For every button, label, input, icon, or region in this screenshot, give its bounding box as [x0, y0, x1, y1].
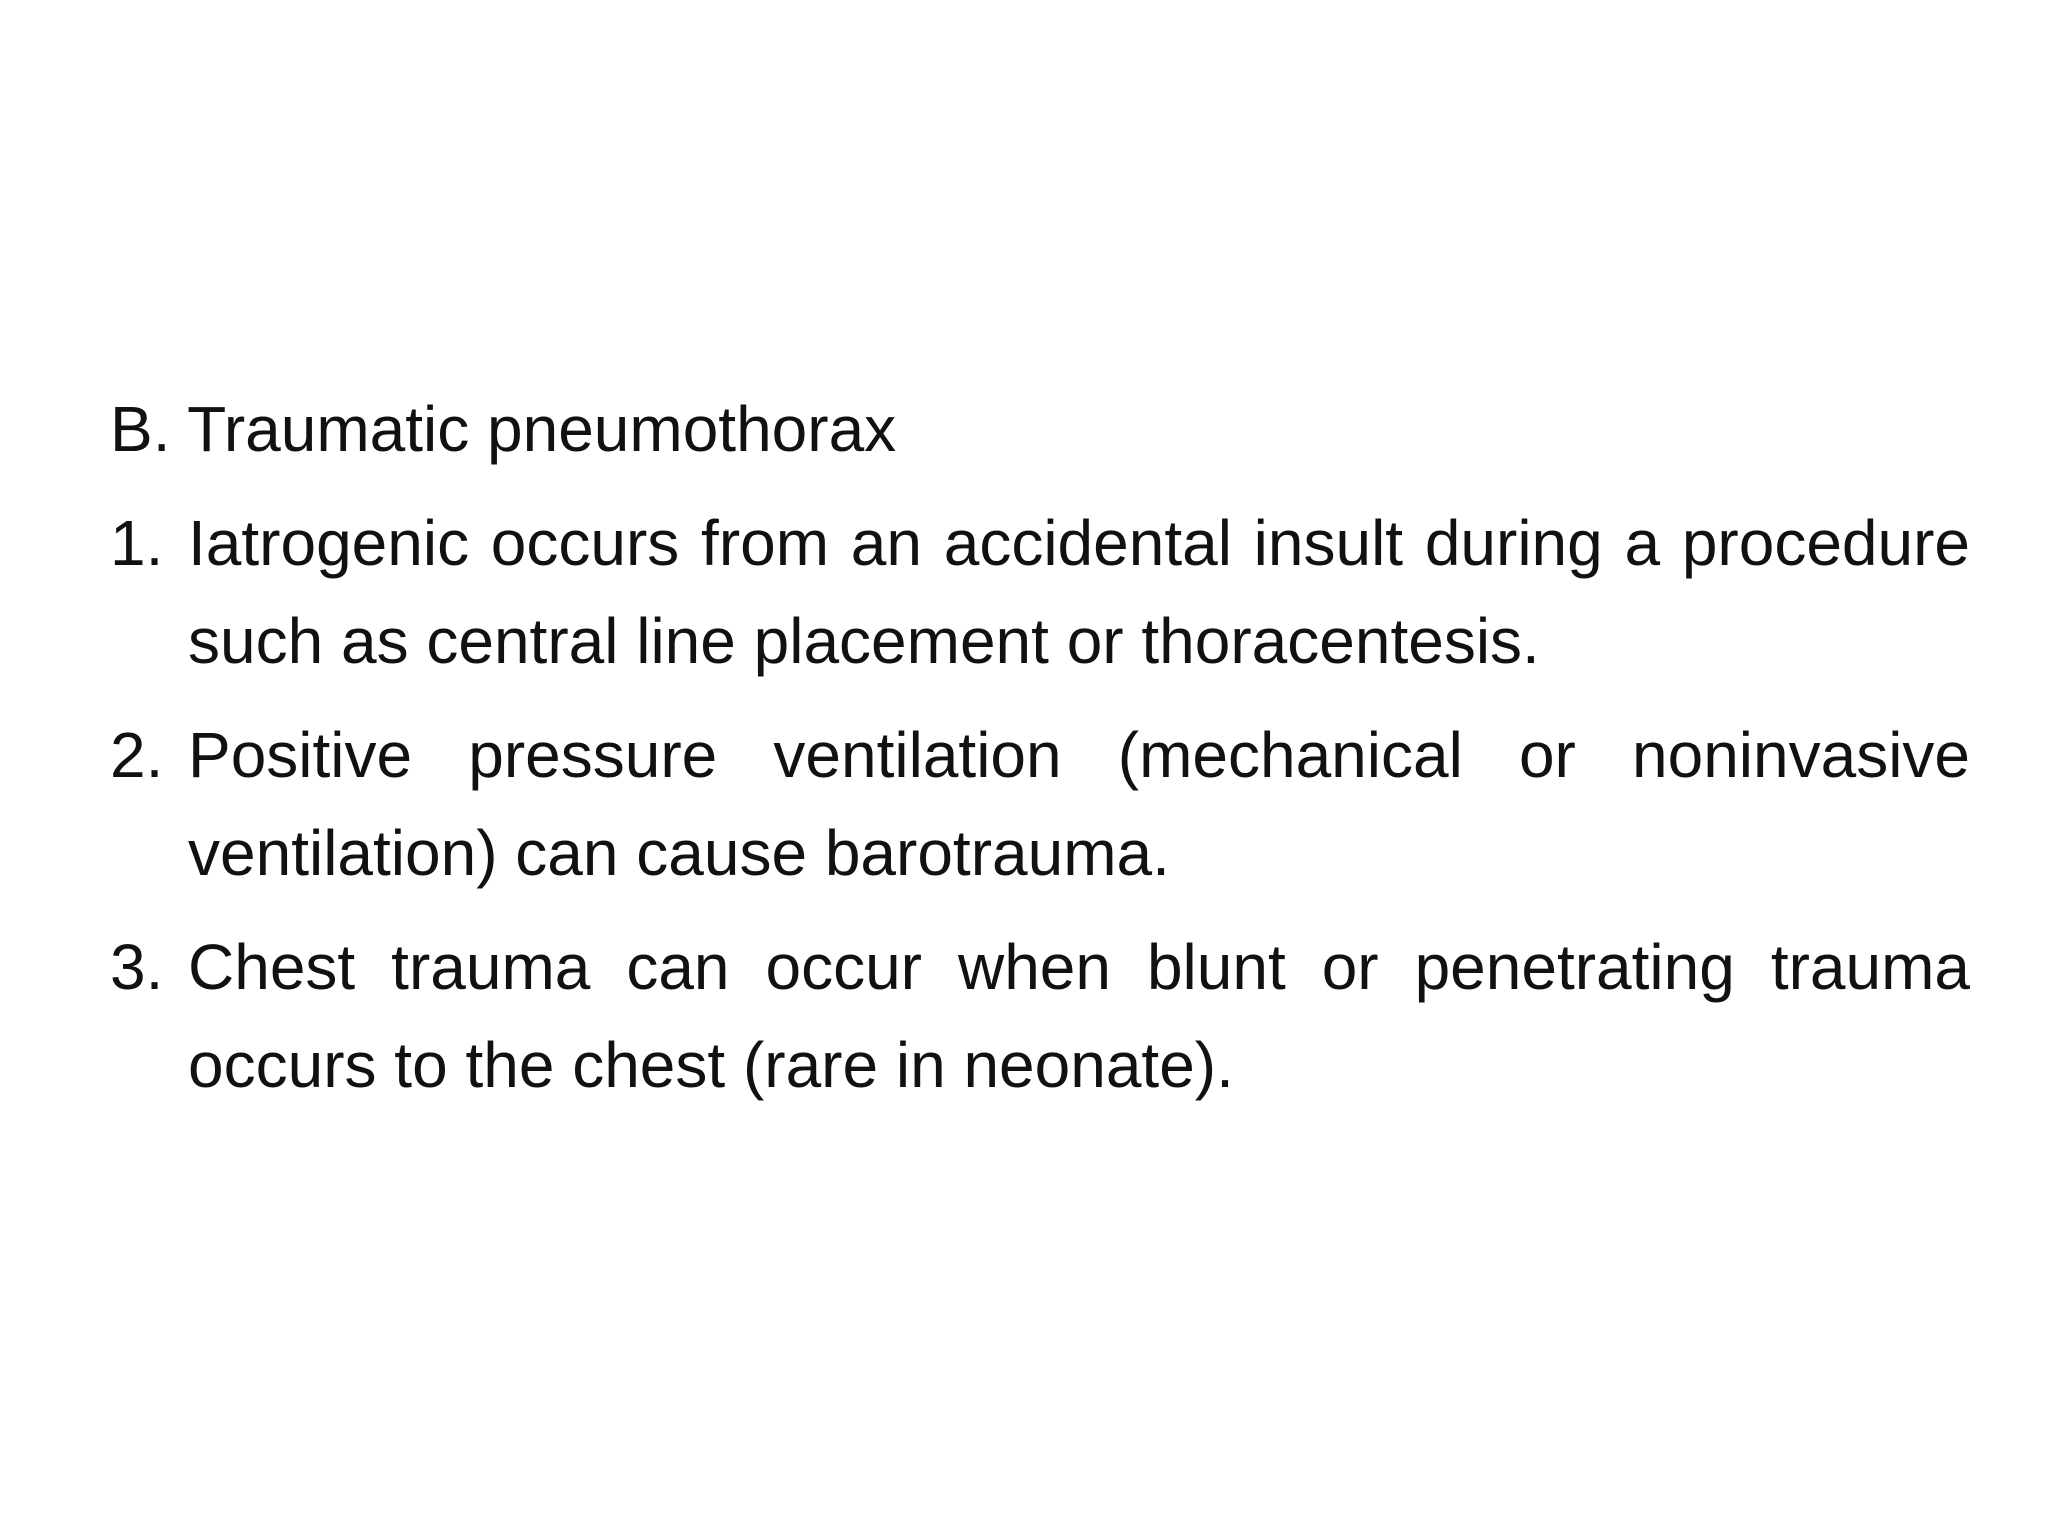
list-item [110, 918, 1970, 1114]
list-item-number: 2. [110, 719, 164, 791]
list-item-number: 3. [110, 931, 164, 1003]
list-item [110, 494, 1970, 690]
slide-body [110, 380, 1970, 1130]
list-item-text: Chest trauma can occur when blunt or penetrating trauma occurs to the chest (rare in neonate). [188, 931, 1970, 1101]
list-item-text: Iatrogenic occurs from an accidental insult during a procedure such as central line placement or thoracentesis. [188, 507, 1970, 677]
list-item-number: 1. [110, 507, 164, 579]
list-item-text: Positive pressure ventilation (mechanical or noninvasive ventilation) can cause barotrauma. [188, 719, 1970, 889]
slide-heading: B. Traumatic pneumothorax [110, 393, 897, 465]
list-item [110, 706, 1970, 902]
